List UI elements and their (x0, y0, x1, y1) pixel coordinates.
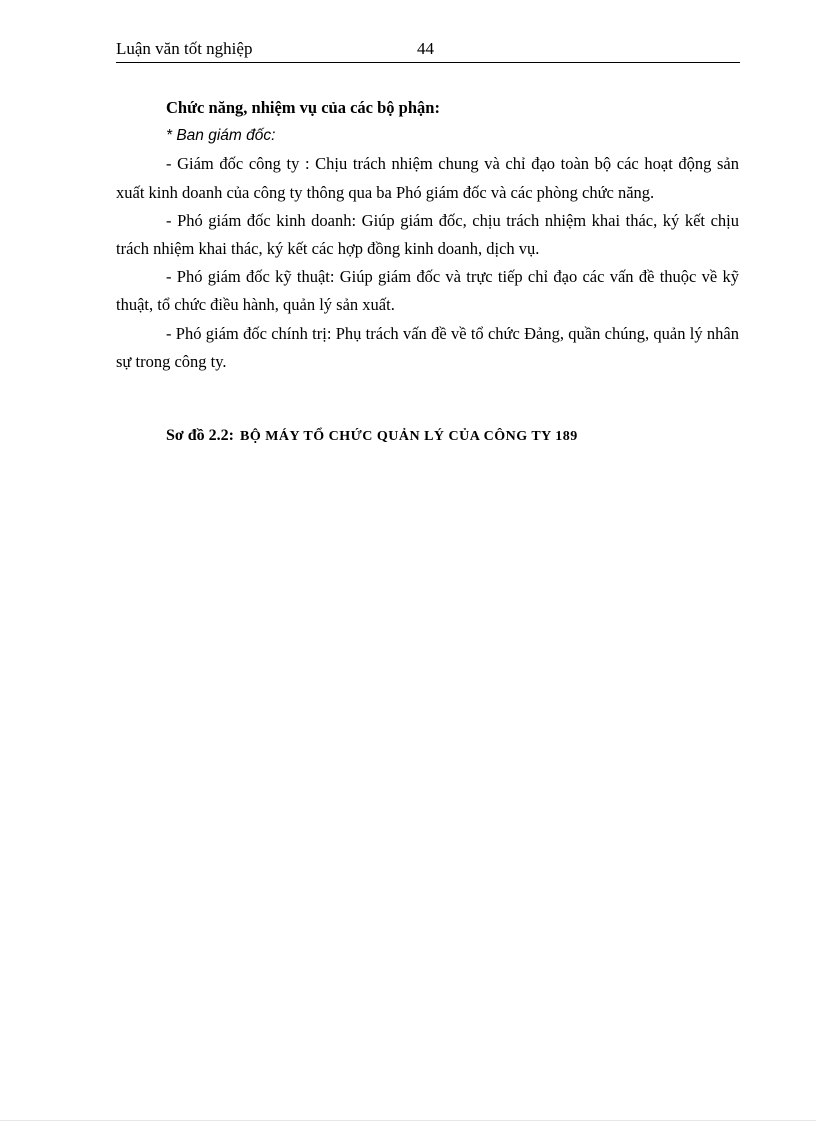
body-text (116, 94, 739, 376)
page-number: 44 (417, 39, 434, 58)
paragraph-director: - Giám đốc công ty : Chịu trách nhiệm chung và chỉ đạo toàn bộ các hoạt động sản xuất kinh doanh của công ty thông qua ba Phó giám đốc và các phòng chức năng. (116, 154, 739, 202)
paragraph-political-deputy: - Phó giám đốc chính trị: Phụ trách vấn đề về tổ chức Đảng, quần chúng, quản lý nhân sự trong công ty. (116, 323, 739, 371)
page-bottom-edge (0, 1120, 816, 1121)
caption-label: Sơ đồ 2.2: (166, 427, 234, 444)
sub-heading-board-of-directors: * Ban giám đốc: (166, 127, 276, 145)
caption-title: BỘ MÁY TỔ CHỨC QUẢN LÝ CỦA CÔNG TY 189 (239, 429, 578, 444)
section-heading: Chức năng, nhiệm vụ của các bộ phận: (166, 98, 440, 117)
paragraph-technical-deputy: - Phó giám đốc kỹ thuật: Giúp giám đốc và trực tiếp chỉ đạo các vấn đề thuộc về kỹ thuật, tổ chức điều hành, quản lý sản xuất. (116, 267, 739, 315)
paragraph-business-deputy: - Phó giám đốc kinh doanh: Giúp giám đốc, chịu trách nhiệm khai thác, ký kết chịu trách nhiệm khai thác, ký kết các hợp đồng kinh doanh, dịch vụ. (116, 210, 739, 259)
header-title: Luận văn tốt nghiệp (116, 39, 253, 58)
page-header (116, 38, 740, 63)
diagram-caption (166, 426, 578, 447)
